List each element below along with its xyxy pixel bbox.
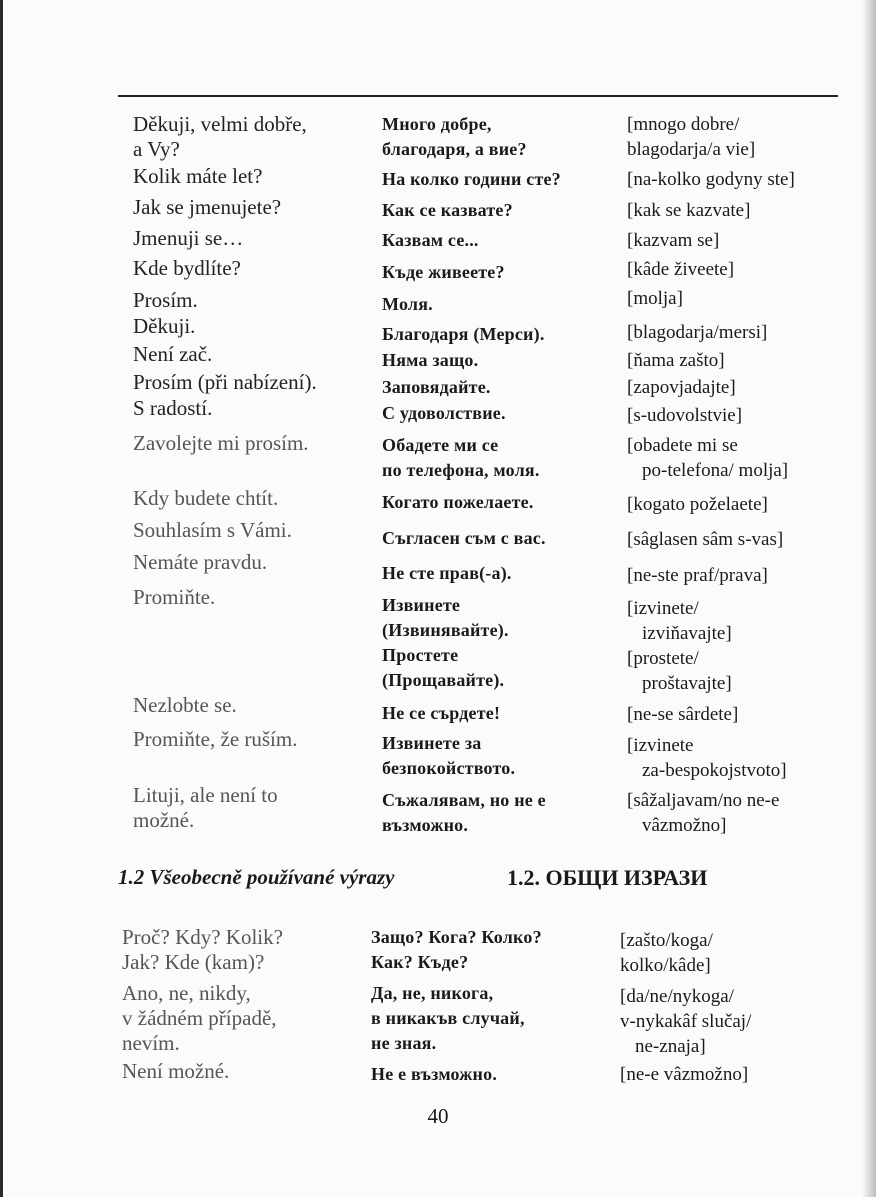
cz-phrase-18 — [133, 783, 278, 833]
tr-line: [ňama zašto] — [627, 350, 725, 371]
bg-phrase-5 — [382, 260, 505, 285]
bg-line: Казвам се... — [382, 230, 479, 250]
bg-line: На колко години сте? — [382, 169, 561, 189]
bg-phrase-11 — [382, 433, 540, 483]
cz-line: Nemáte pravdu. — [133, 550, 268, 574]
tr-line: [izvinete — [627, 735, 694, 756]
bg-line: Не се сърдете! — [382, 703, 501, 723]
bg-phrase-2 — [382, 167, 561, 192]
cz-line: Promiňte, že ruším. — [133, 727, 298, 751]
cz-line: Souhlasím s Vámi. — [133, 518, 292, 542]
page-shadow — [862, 0, 876, 1197]
bg-phrase-12 — [382, 490, 534, 515]
cz-phrase-8 — [133, 342, 212, 367]
cz-phrase-s2-3 — [122, 1059, 229, 1084]
tr-line: [sâglasen sâm s-vas] — [627, 529, 784, 550]
tr-line: [kazvam se] — [627, 230, 720, 251]
bg-phrase-6 — [382, 292, 433, 317]
cz-line: S radostí. — [133, 396, 213, 420]
cz-line: Jak? Kde (kam)? — [122, 950, 265, 974]
bg-line: Извинете — [382, 595, 461, 615]
cz-phrase-13 — [133, 518, 292, 543]
bg-line: Да, не, никога, — [371, 983, 494, 1003]
bg-line: Извинете за — [382, 733, 482, 753]
bg-line: Когато пожелаете. — [382, 492, 534, 512]
section-title-czech: 1.2 Všeobecně používané výrazy — [118, 865, 395, 889]
bg-phrase-15 — [382, 593, 509, 693]
page-number: 40 — [427, 1104, 449, 1128]
tr-line: ne-znaja] — [635, 1036, 706, 1057]
cz-line: možné. — [133, 808, 195, 832]
bg-line: Как се казвате? — [382, 200, 513, 220]
bg-line: по телефона, моля. — [382, 460, 540, 480]
transcription-16 — [627, 702, 738, 727]
transcription-8 — [627, 348, 725, 373]
bg-phrase-s2-2 — [371, 981, 525, 1056]
bg-phrase-8 — [382, 348, 478, 373]
top-rule — [118, 95, 838, 97]
cz-phrase-2 — [133, 164, 262, 189]
cz-phrase-15 — [133, 585, 215, 610]
cz-phrase-s2-2 — [122, 981, 277, 1056]
tr-line: [da/ne/nykoga/ — [620, 986, 734, 1007]
cz-line: Zavolejte mi prosím. — [133, 431, 309, 455]
bg-line: (Извинявайте). — [382, 620, 509, 640]
bg-line: Съжалявам, но не е — [382, 790, 546, 810]
bg-line: в никакъв случай, — [371, 1008, 525, 1028]
tr-line: blagodarja/a vie] — [627, 139, 756, 160]
section-title-bulgarian: 1.2. ОБЩИ ИЗРАЗИ — [507, 865, 708, 890]
cz-line: Prosím (při nabízení). — [133, 370, 317, 394]
bg-line: Не е възможно. — [371, 1064, 498, 1084]
cz-line: Děkuji. — [133, 314, 196, 338]
cz-phrase-17 — [133, 727, 297, 752]
cz-line: Ano, ne, nikdy, — [122, 981, 251, 1005]
cz-phrase-11 — [133, 431, 309, 456]
bg-line: благодаря, а вие? — [382, 139, 527, 159]
tr-line: po-telefona/ molja] — [642, 460, 789, 481]
cz-phrase-12 — [133, 486, 278, 511]
bg-line: Много добре, — [382, 114, 492, 134]
transcription-12 — [627, 492, 768, 517]
cz-line: Není zač. — [133, 342, 213, 366]
cz-phrase-6 — [133, 288, 198, 313]
bg-phrase-9 — [382, 375, 491, 400]
transcription-9 — [627, 375, 736, 400]
bg-line: С удоволствие. — [382, 403, 506, 423]
bg-line: Къде живеете? — [382, 262, 505, 282]
transcription-11 — [627, 433, 788, 483]
bg-line: Съгласен съм с вас. — [382, 528, 546, 548]
bg-line: Не сте прав(-а). — [382, 563, 512, 583]
cz-phrase-9 — [133, 370, 317, 395]
cz-phrase-5 — [133, 256, 241, 281]
transcription-1 — [627, 112, 755, 162]
tr-line: [zapovjadajte] — [627, 377, 736, 398]
cz-line: Jmenuji se… — [133, 226, 244, 250]
cz-line: a Vy? — [133, 137, 180, 161]
bg-line: (Прощавайте). — [382, 670, 505, 690]
cz-line: Nezlobte se. — [133, 693, 237, 717]
tr-line: [prostete/ — [627, 648, 699, 669]
transcription-14 — [627, 563, 768, 588]
cz-line: Promiňte. — [133, 585, 216, 609]
transcription-15b — [627, 646, 732, 696]
bg-line: Обадете ми се — [382, 435, 499, 455]
transcription-5 — [627, 257, 734, 282]
bg-line: не зная. — [371, 1033, 437, 1053]
transcription-s2-1 — [620, 928, 713, 978]
tr-line: [obadete mi se — [627, 435, 738, 456]
tr-line: [sâžaljavam/no ne-e — [627, 790, 780, 811]
bg-phrase-3 — [382, 198, 513, 223]
transcription-3 — [627, 198, 750, 223]
cz-line: Proč? Kdy? Kolik? — [122, 925, 283, 949]
cz-line: v žádném případě, — [122, 1006, 277, 1030]
cz-line: nevím. — [122, 1031, 180, 1055]
cz-line: Lituji, ale není to — [133, 783, 278, 807]
cz-line: Prosím. — [133, 288, 198, 312]
page-edge — [0, 0, 3, 1197]
bg-phrase-16 — [382, 701, 500, 726]
transcription-15 — [627, 596, 732, 646]
cz-phrase-7 — [133, 314, 195, 339]
bg-phrase-14 — [382, 561, 512, 586]
bg-phrase-s2-3 — [371, 1062, 497, 1087]
tr-line: [na-kolko godyny ste] — [627, 169, 795, 190]
tr-line: [ne-e vâzmožno] — [620, 1064, 749, 1085]
tr-line: [blagodarja/mersi] — [627, 322, 768, 343]
bg-phrase-4 — [382, 228, 479, 253]
bg-line: Моля. — [382, 294, 433, 314]
cz-line: Není možné. — [122, 1059, 230, 1083]
tr-line: kolko/kâde] — [620, 955, 711, 976]
cz-line: Kolik máte let? — [133, 164, 263, 188]
tr-line: [kogato poželaete] — [627, 494, 768, 515]
cz-line: Kde bydlíte? — [133, 256, 241, 280]
tr-line: [mnogo dobre/ — [627, 114, 740, 135]
cz-line: Kdy budete chtít. — [133, 486, 279, 510]
transcription-2 — [627, 167, 795, 192]
cz-phrase-s2-1 — [122, 925, 283, 975]
transcription-6 — [627, 286, 683, 311]
bg-phrase-18 — [382, 788, 546, 838]
bg-phrase-s2-1 — [371, 925, 542, 975]
bg-line: възможно. — [382, 815, 469, 835]
tr-line: [molja] — [627, 288, 683, 309]
transcription-18 — [627, 788, 779, 838]
tr-line: [s-udovolstvie] — [627, 405, 743, 426]
cz-phrase-10 — [133, 396, 212, 421]
bg-line: Как? Къде? — [371, 952, 469, 972]
tr-line: [ne-se sârdete] — [627, 704, 739, 725]
transcription-10 — [627, 403, 742, 428]
bg-line: Благодаря (Мерси). — [382, 324, 545, 344]
bg-phrase-7 — [382, 322, 545, 347]
tr-line: proštavajte] — [642, 673, 732, 694]
transcription-s2-3 — [620, 1062, 748, 1087]
cz-phrase-1 — [133, 112, 307, 162]
tr-line: [zašto/koga/ — [620, 930, 713, 951]
tr-line: [izvinete/ — [627, 598, 699, 619]
cz-phrase-4 — [133, 226, 243, 251]
bg-phrase-1 — [382, 112, 527, 162]
tr-line: vâzmožno] — [642, 815, 727, 836]
bg-line: Няма защо. — [382, 350, 479, 370]
tr-line: za-bespokojstvoto] — [642, 760, 787, 781]
bg-phrase-10 — [382, 401, 506, 426]
transcription-7 — [627, 320, 767, 345]
tr-line: [ne-ste praf/prava] — [627, 565, 768, 586]
bg-phrase-13 — [382, 526, 546, 551]
cz-phrase-14 — [133, 550, 267, 575]
cz-phrase-16 — [133, 693, 237, 718]
tr-line: izviňavajte] — [642, 623, 732, 644]
bg-line: Защо? Кога? Колко? — [371, 927, 542, 947]
transcription-17 — [627, 733, 787, 783]
transcription-s2-2 — [620, 984, 751, 1059]
cz-line: Jak se jmenujete? — [133, 195, 282, 219]
tr-line: [kak se kazvate] — [627, 200, 751, 221]
bg-phrase-17 — [382, 731, 515, 781]
cz-phrase-3 — [133, 195, 281, 220]
transcription-4 — [627, 228, 719, 253]
cz-line: Děkuji, velmi dobře, — [133, 112, 307, 136]
transcription-13 — [627, 527, 783, 552]
bg-line: Простете — [382, 645, 459, 665]
bg-line: Заповядайте. — [382, 377, 491, 397]
tr-line: v-nykakâf slučaj/ — [620, 1011, 752, 1032]
tr-line: [kâde živeete] — [627, 259, 735, 280]
bg-line: безпокойството. — [382, 758, 516, 778]
